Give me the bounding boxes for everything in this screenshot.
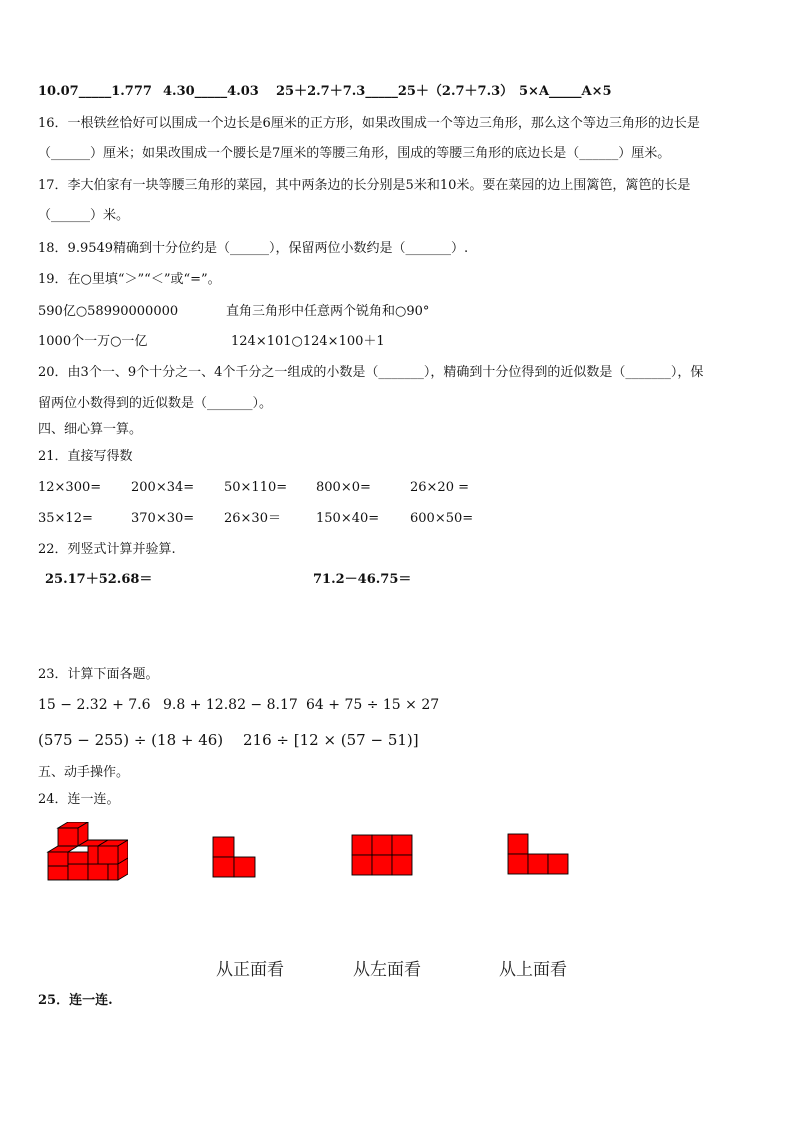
q21-r1-c1: 12×300= <box>38 480 102 495</box>
q17-line2: （______）米。 <box>38 208 130 223</box>
compare-b: 4.30_____4.03 <box>163 84 259 99</box>
q24-title: 24．连一连。 <box>38 792 120 807</box>
compare-d: 5×A_____A×5 <box>519 84 612 99</box>
q21-r2-c5: 600×50= <box>410 511 474 526</box>
q25-title: 25．连一连. <box>38 993 113 1008</box>
q20-line2: 留两位小数得到的近似数是（_______）。 <box>38 396 273 411</box>
q16-line2: （______）厘米；如果改围成一个腰长是7厘米的等腰三角形，围成的等腰三角形的底边长是（______）厘米。 <box>38 146 671 161</box>
q16-line1: 16．一根铁丝恰好可以围成一个边长是6厘米的正方形，如果改围成一个等边三角形，那么这个等边三角形的边长是 <box>38 116 700 131</box>
q23-expr1: 15 − 2.32 + 7.6 <box>38 697 151 713</box>
q21-title: 21．直接写得数 <box>38 449 133 464</box>
view-l-shape-small <box>212 836 256 878</box>
q22-expr1: 25.17＋52.68＝ <box>45 572 153 587</box>
section5-heading: 五、动手操作。 <box>38 765 130 780</box>
q19-title: 19．在○里填“＞”“＜”或“=”。 <box>38 272 221 287</box>
q23-title: 23．计算下面各题。 <box>38 667 159 682</box>
q21-r2-c3: 26×30＝ <box>224 511 281 526</box>
q19-row2-right: 124×101○124×100＋1 <box>231 334 385 349</box>
q21-r1-c3: 50×110= <box>224 480 288 495</box>
q19-row2-left: 1000个一万○一亿 <box>38 334 148 349</box>
q23-expr3: 64 + 75 ÷ 15 × 27 <box>306 697 440 713</box>
q17-line1: 17．李大伯家有一块等腰三角形的菜园，其中两条边的长分别是5米和10米。要在菜园的边上围篱笆，篱笆的长是 <box>38 178 691 193</box>
view-l-shape-long <box>507 833 569 875</box>
q21-r2-c1: 35×12= <box>38 511 93 526</box>
q21-r2-c4: 150×40= <box>316 511 380 526</box>
q22-title: 22．列竖式计算并验算. <box>38 542 176 557</box>
label-left-view: 从左面看 <box>353 960 421 980</box>
compare-c: 25＋2.7＋7.3_____25＋（2.7＋7.3） <box>276 84 514 99</box>
compare-a: 10.07_____1.777 <box>38 84 152 99</box>
q23-expr2: 9.8 + 12.82 − 8.17 <box>163 697 298 713</box>
q21-r1-c2: 200×34= <box>131 480 195 495</box>
q21-r2-c2: 370×30= <box>131 511 195 526</box>
q21-r1-c5: 26×20 = <box>410 480 470 495</box>
label-top-view: 从上面看 <box>499 960 567 980</box>
cube-stack-3d <box>44 822 128 884</box>
q23-expr4: (575 − 255) ÷ (18 + 46) <box>38 731 224 749</box>
q23-expr5: 216 ÷ [12 × (57 − 51)] <box>243 731 419 749</box>
q21-r1-c4: 800×0= <box>316 480 371 495</box>
label-front-view: 从正面看 <box>216 960 284 980</box>
q20-line1: 20．由3个一、9个十分之一、4个千分之一组成的小数是（_______），精确到十分位得到的近似数是（_______），保 <box>38 365 704 380</box>
q19-row1-left: 590亿○58990000000 <box>38 304 179 319</box>
section4-heading: 四、细心算一算。 <box>38 422 143 437</box>
q19-row1-right: 直角三角形中任意两个锐角和○90° <box>226 304 430 319</box>
q18-line: 18．9.9549精确到十分位约是（______），保留两位小数约是（_______）. <box>38 241 469 256</box>
q22-expr2: 71.2－46.75＝ <box>313 572 412 587</box>
view-grid-2x3 <box>351 834 413 876</box>
